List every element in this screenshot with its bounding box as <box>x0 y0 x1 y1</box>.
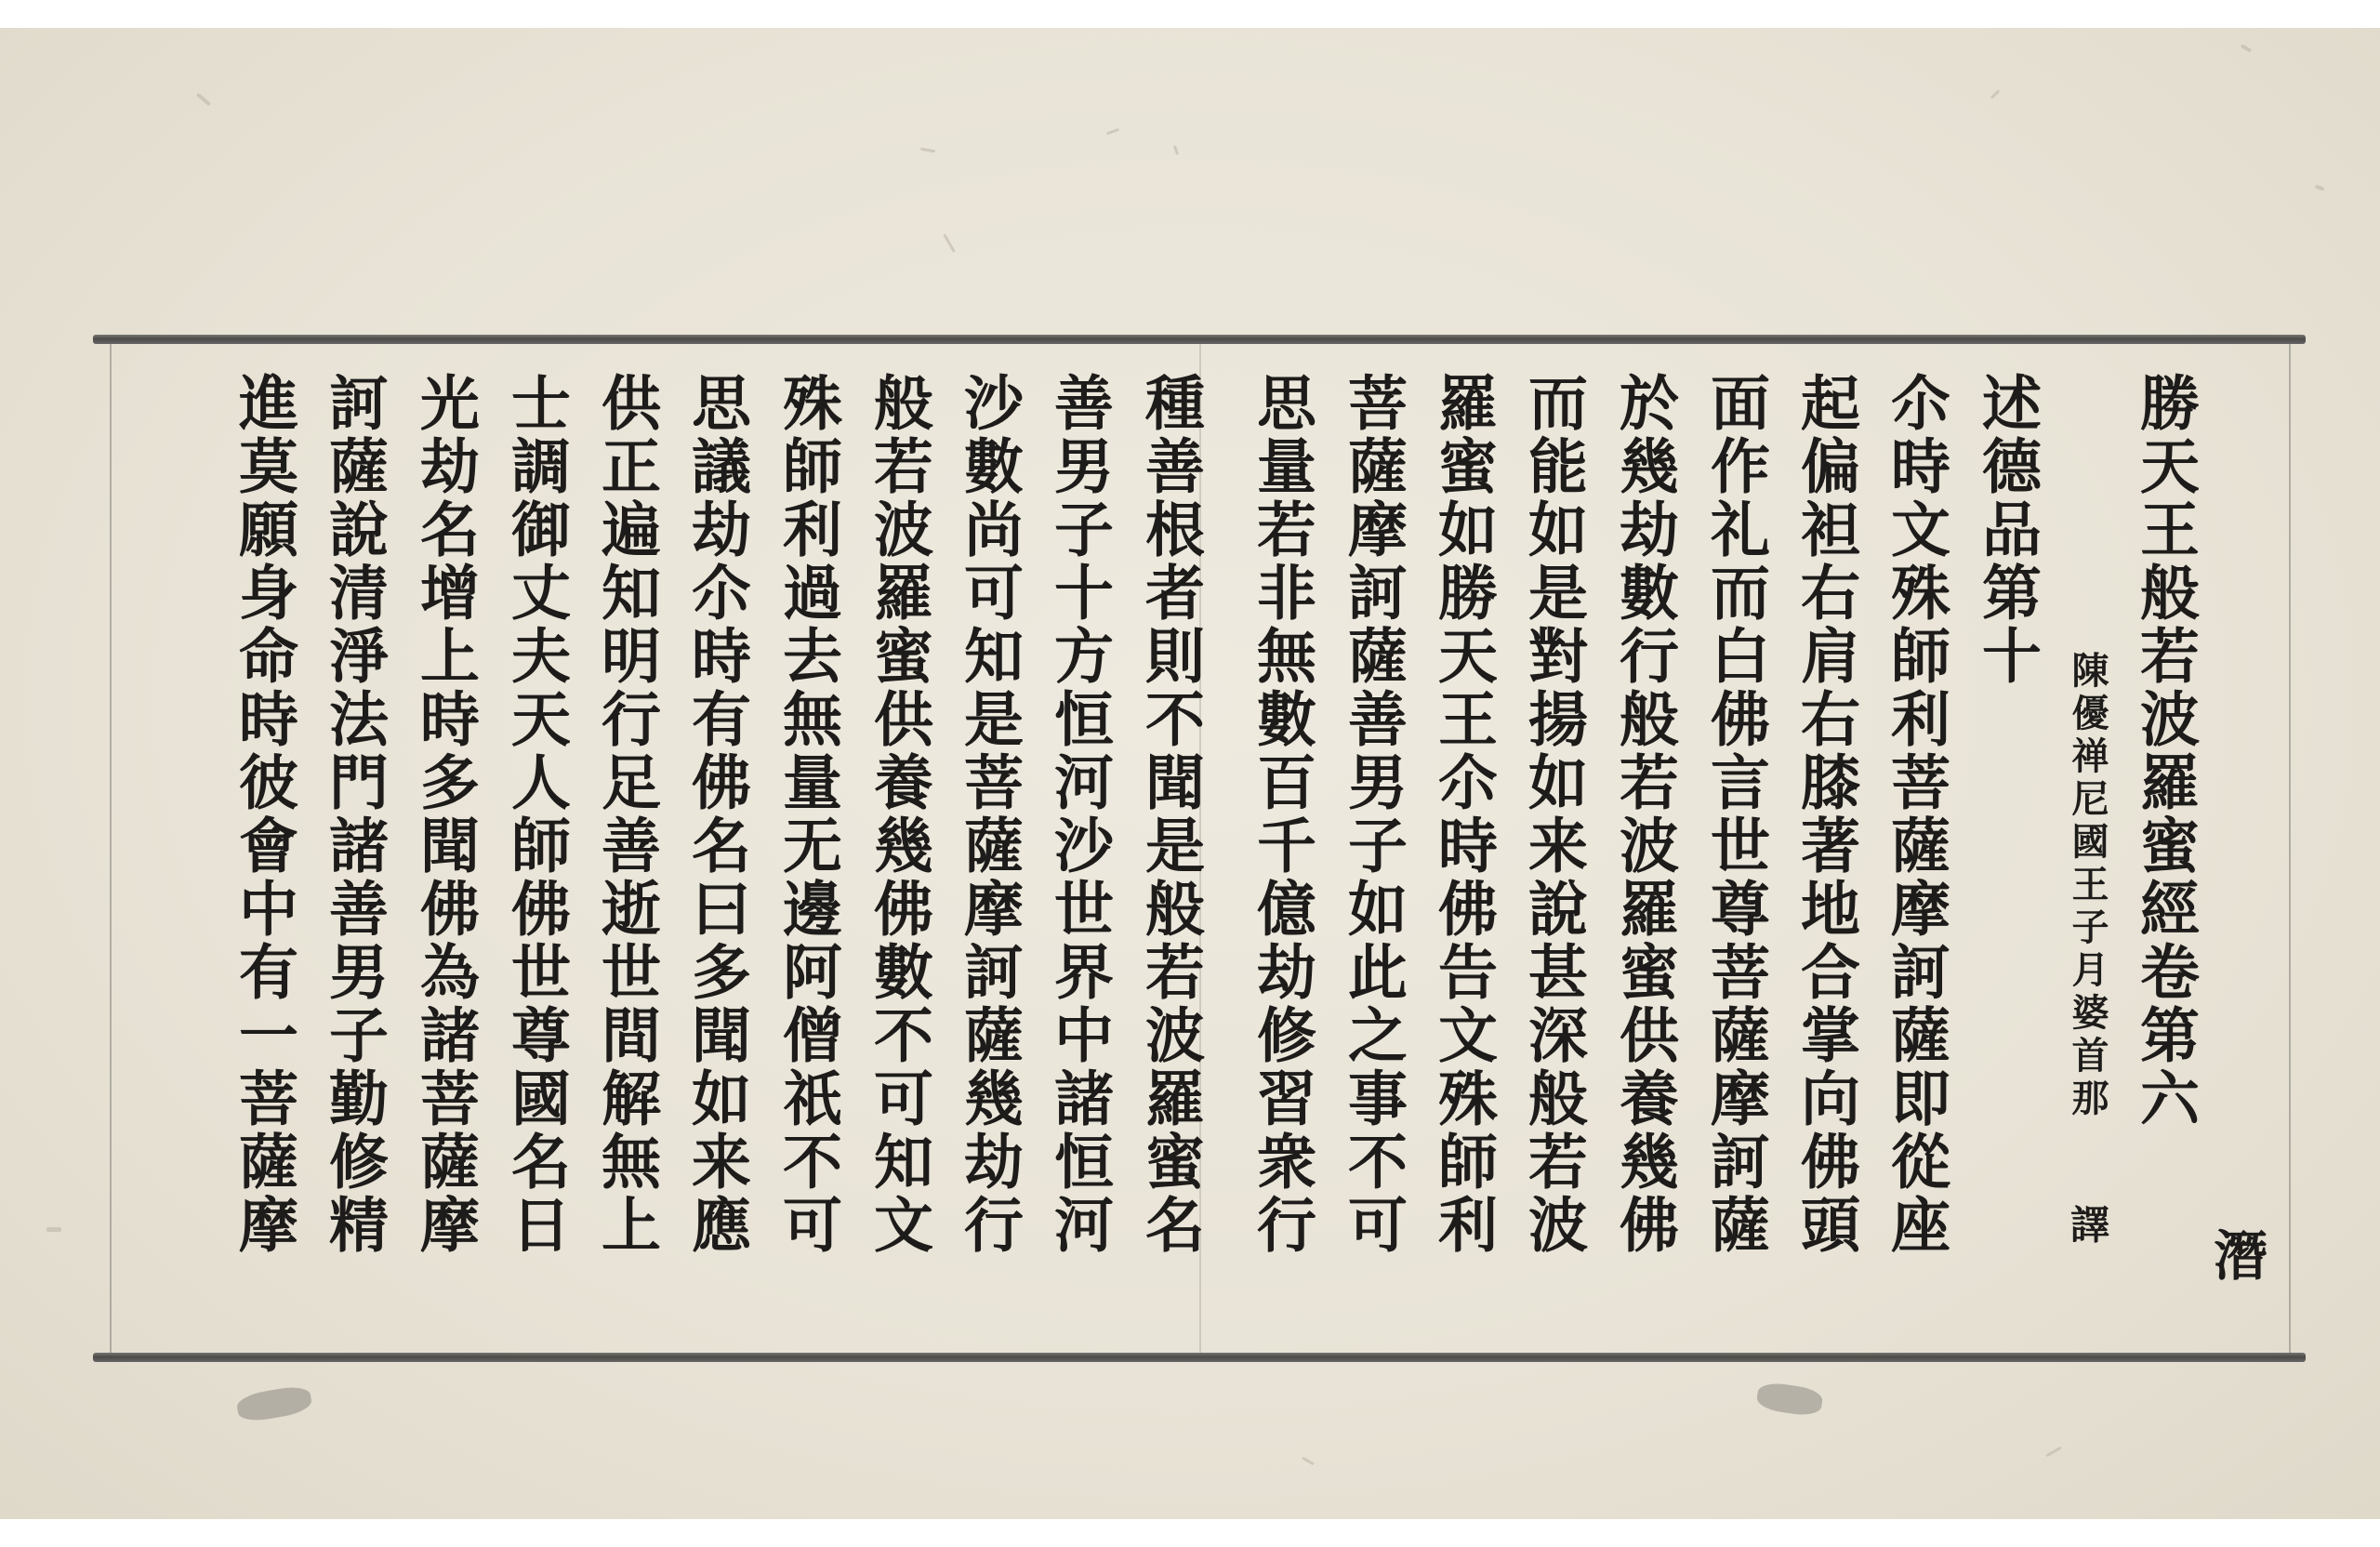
left-border-line <box>110 344 112 1353</box>
sutra-title: 勝天王般若波羅蜜經卷第六 <box>2130 372 2200 1130</box>
text-column: 面作礼而白佛言世尊菩薩摩訶薩 <box>1700 372 1770 1257</box>
bottom-border-rule <box>93 1353 2306 1362</box>
text-column: 種善根者則不聞是般若波羅蜜名 <box>1135 372 1205 1257</box>
text-column: 般若波羅蜜供養幾佛數不可知文 <box>864 372 933 1257</box>
text-column: 思議劫尒時有佛名曰多聞如来應 <box>681 372 751 1257</box>
text-column: 尒時文殊師利菩薩摩訶薩即從座 <box>1881 372 1950 1257</box>
text-column: 思量若非無數百千億劫修習衆行 <box>1247 372 1316 1257</box>
text-column: 進莫願身命時彼會中有一菩薩摩 <box>229 372 298 1257</box>
text-column: 起偏袒右肩右膝著地合掌向佛頭 <box>1791 372 1860 1257</box>
text-column: 於幾劫數行般若波羅蜜供養幾佛 <box>1609 372 1679 1257</box>
text-column: 殊師利過去無量无邊阿僧祇不可 <box>773 372 842 1257</box>
side-mark: 潛 <box>2204 1227 2268 1285</box>
text-column: 供正遍知明行足善逝世間解無上 <box>591 372 661 1257</box>
text-column: 述德品第十 <box>1972 372 2042 688</box>
right-border-line <box>2289 344 2291 1353</box>
translator-line: 陳優禅尼國王子月婆首那 <box>2066 651 2109 1121</box>
text-column: 善男子十方恒河沙世界中諸恒河 <box>1044 372 1114 1257</box>
text-column: 士調御丈夫天人師佛世尊國名日 <box>501 372 571 1257</box>
top-border-rule <box>93 335 2306 344</box>
text-column: 菩薩摩訶薩善男子如此之事不可 <box>1338 372 1408 1257</box>
scanned-page <box>0 28 2380 1519</box>
text-column: 羅蜜如勝天王尒時佛告文殊師利 <box>1428 372 1498 1257</box>
translator-suffix: 譯 <box>2065 1204 2110 1247</box>
printed-text-block <box>93 335 2306 1362</box>
text-column: 沙數尚可知是菩薩摩訶薩幾劫行 <box>954 372 1024 1257</box>
text-column: 訶薩說清淨法門諸善男子勤修精 <box>319 372 389 1257</box>
text-column: 而能如是對揚如来說甚深般若波 <box>1518 372 1588 1257</box>
text-column: 光劫名增上時多聞佛為諸菩薩摩 <box>410 372 480 1257</box>
